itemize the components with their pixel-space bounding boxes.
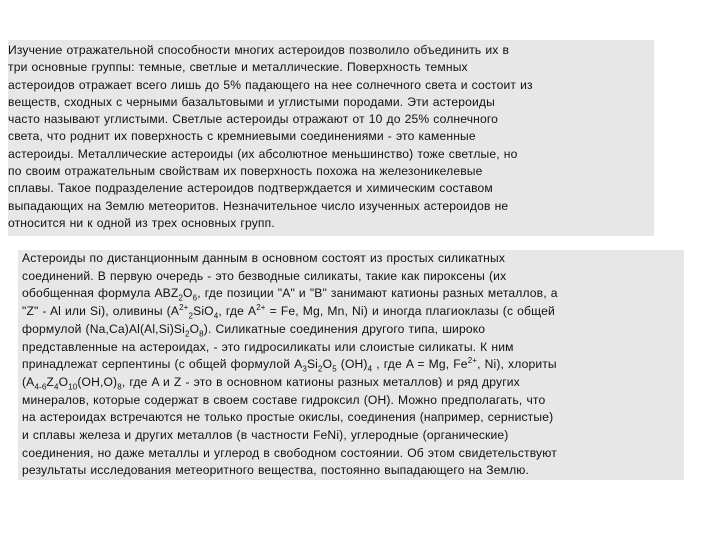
text-line-formula [22,285,680,303]
superscript: 2+ [179,303,189,313]
text-span: "Z" - Al или Si), оливины (A [22,304,180,319]
text-span: обобщенная формула ABZ [22,286,179,301]
text-span: (A [22,374,35,389]
text-span: (OH,O) [77,374,118,389]
subscript: 4-6 [34,382,47,392]
subscript: 8 [117,382,122,392]
text-span: , Ni), хлориты [477,357,557,372]
text-line: астероиды. Металлические астероиды (их абсолютное меньшинство) тоже светлые, но [8,146,518,161]
text-block-asteroid-composition [18,250,684,480]
text-line: соединения, но даже металлы и углерод в свободном состоянии. Об этом свидетельствуют [22,445,557,460]
text-line: соединений. В первую очередь - это безводные силикаты, такие как пироксены (их [22,268,507,283]
subscript: 6 [192,293,198,303]
text-span: (OH) [336,357,368,372]
text-line: часто называют углистыми. Светлые астероиды отражают от 10 до 25% солнечного [8,112,499,127]
subscript: 2 [178,293,184,303]
text-span: O [58,374,69,389]
text-line: выпадающих на Землю метеоритов. Незначительное число изученных астероидов не [8,198,509,213]
text-line: по своим отражательным свойствам их поверхность похожа на железоникелевые [8,164,483,179]
text-span: принадлежат серпентины (с общей формулой A [22,357,303,372]
subscript: 2 [184,329,190,339]
subscript: 4 [53,382,59,392]
text-line-formula [22,374,680,392]
text-span: Z [46,374,54,389]
text-line: света, что роднит их поверхность с кремниевыми соединениями - это каменные [8,129,476,144]
text-line: веществ, сходных с черными базальтовыми и углистыми породами. Эти астероиды [8,94,495,109]
subscript: 4 [367,364,373,374]
text-span: , где A = Mg, Fe [372,357,468,372]
subscript: 2 [318,364,323,374]
text-span: , где позиции "A" и "B" занимают катионы разных металлов, а [197,286,558,301]
subscript: 2 [188,311,194,321]
text-line-formula [22,303,680,321]
text-span: O [189,321,200,336]
text-line: минералов, которые содержат в своем составе гидроксил (OH). Можно предполагать, что [22,392,546,407]
text-span: , где A [218,304,257,319]
subscript: 3 [302,364,307,374]
text-line-formula [22,356,680,374]
text-span: SiO [193,304,214,319]
text-span: = Fe, Mg, Mn, Ni) и иногда плагиоклазы (с общей [265,304,555,319]
subscript: 4 [213,311,219,321]
subscript: 5 [332,364,337,374]
text-line: Изучение отражательной способности многих астероидов позволило объединить их в [8,43,510,57]
text-line: относится ни к одной из трех основных групп. [8,215,275,230]
subscript: 10 [68,382,78,392]
superscript: 2+ [467,356,478,366]
text-line: астероидов отражает всего лишь до 5% падающего на нее солнечного света и состоит из [8,77,533,92]
subscript: 8 [199,329,204,339]
text-line: результаты исследования метеоритного вещества, постоянно выпадающего на Землю. [22,463,530,478]
text-line: на астероидах встречаются не только простые окислы, соединения (например, сернистые) [22,410,554,425]
text-block-asteroid-groups [8,40,654,236]
text-line: и сплавы железа и других металлов (в частности FeNi), углеродные (органические) [22,428,509,443]
text-line: Астероиды по дистанционным данным в основном состоят из простых силикатных [22,251,506,265]
text-line-formula [22,321,680,339]
text-span: O [322,357,333,372]
text-span: ). Силикатные соединения другого типа, широко [203,321,486,336]
text-span: O [183,286,193,301]
text-span: Si [306,357,319,372]
text-line: представленные на астероидах, - это гидросиликаты или слоистые силикаты. К ним [22,339,514,354]
text-span: формулой (Na,Ca)Al(Al,Si)Si [22,321,185,336]
text-line: три основные группы: темные, светлые и металлические. Поверхность темных [8,60,468,75]
superscript: 2+ [256,303,266,313]
text-line: сплавы. Такое подразделение астероидов подтверждается и химическим составом [8,181,493,196]
text-span: , где A и Z - это в основном катионы разных металлов) и ряд других [121,374,520,389]
